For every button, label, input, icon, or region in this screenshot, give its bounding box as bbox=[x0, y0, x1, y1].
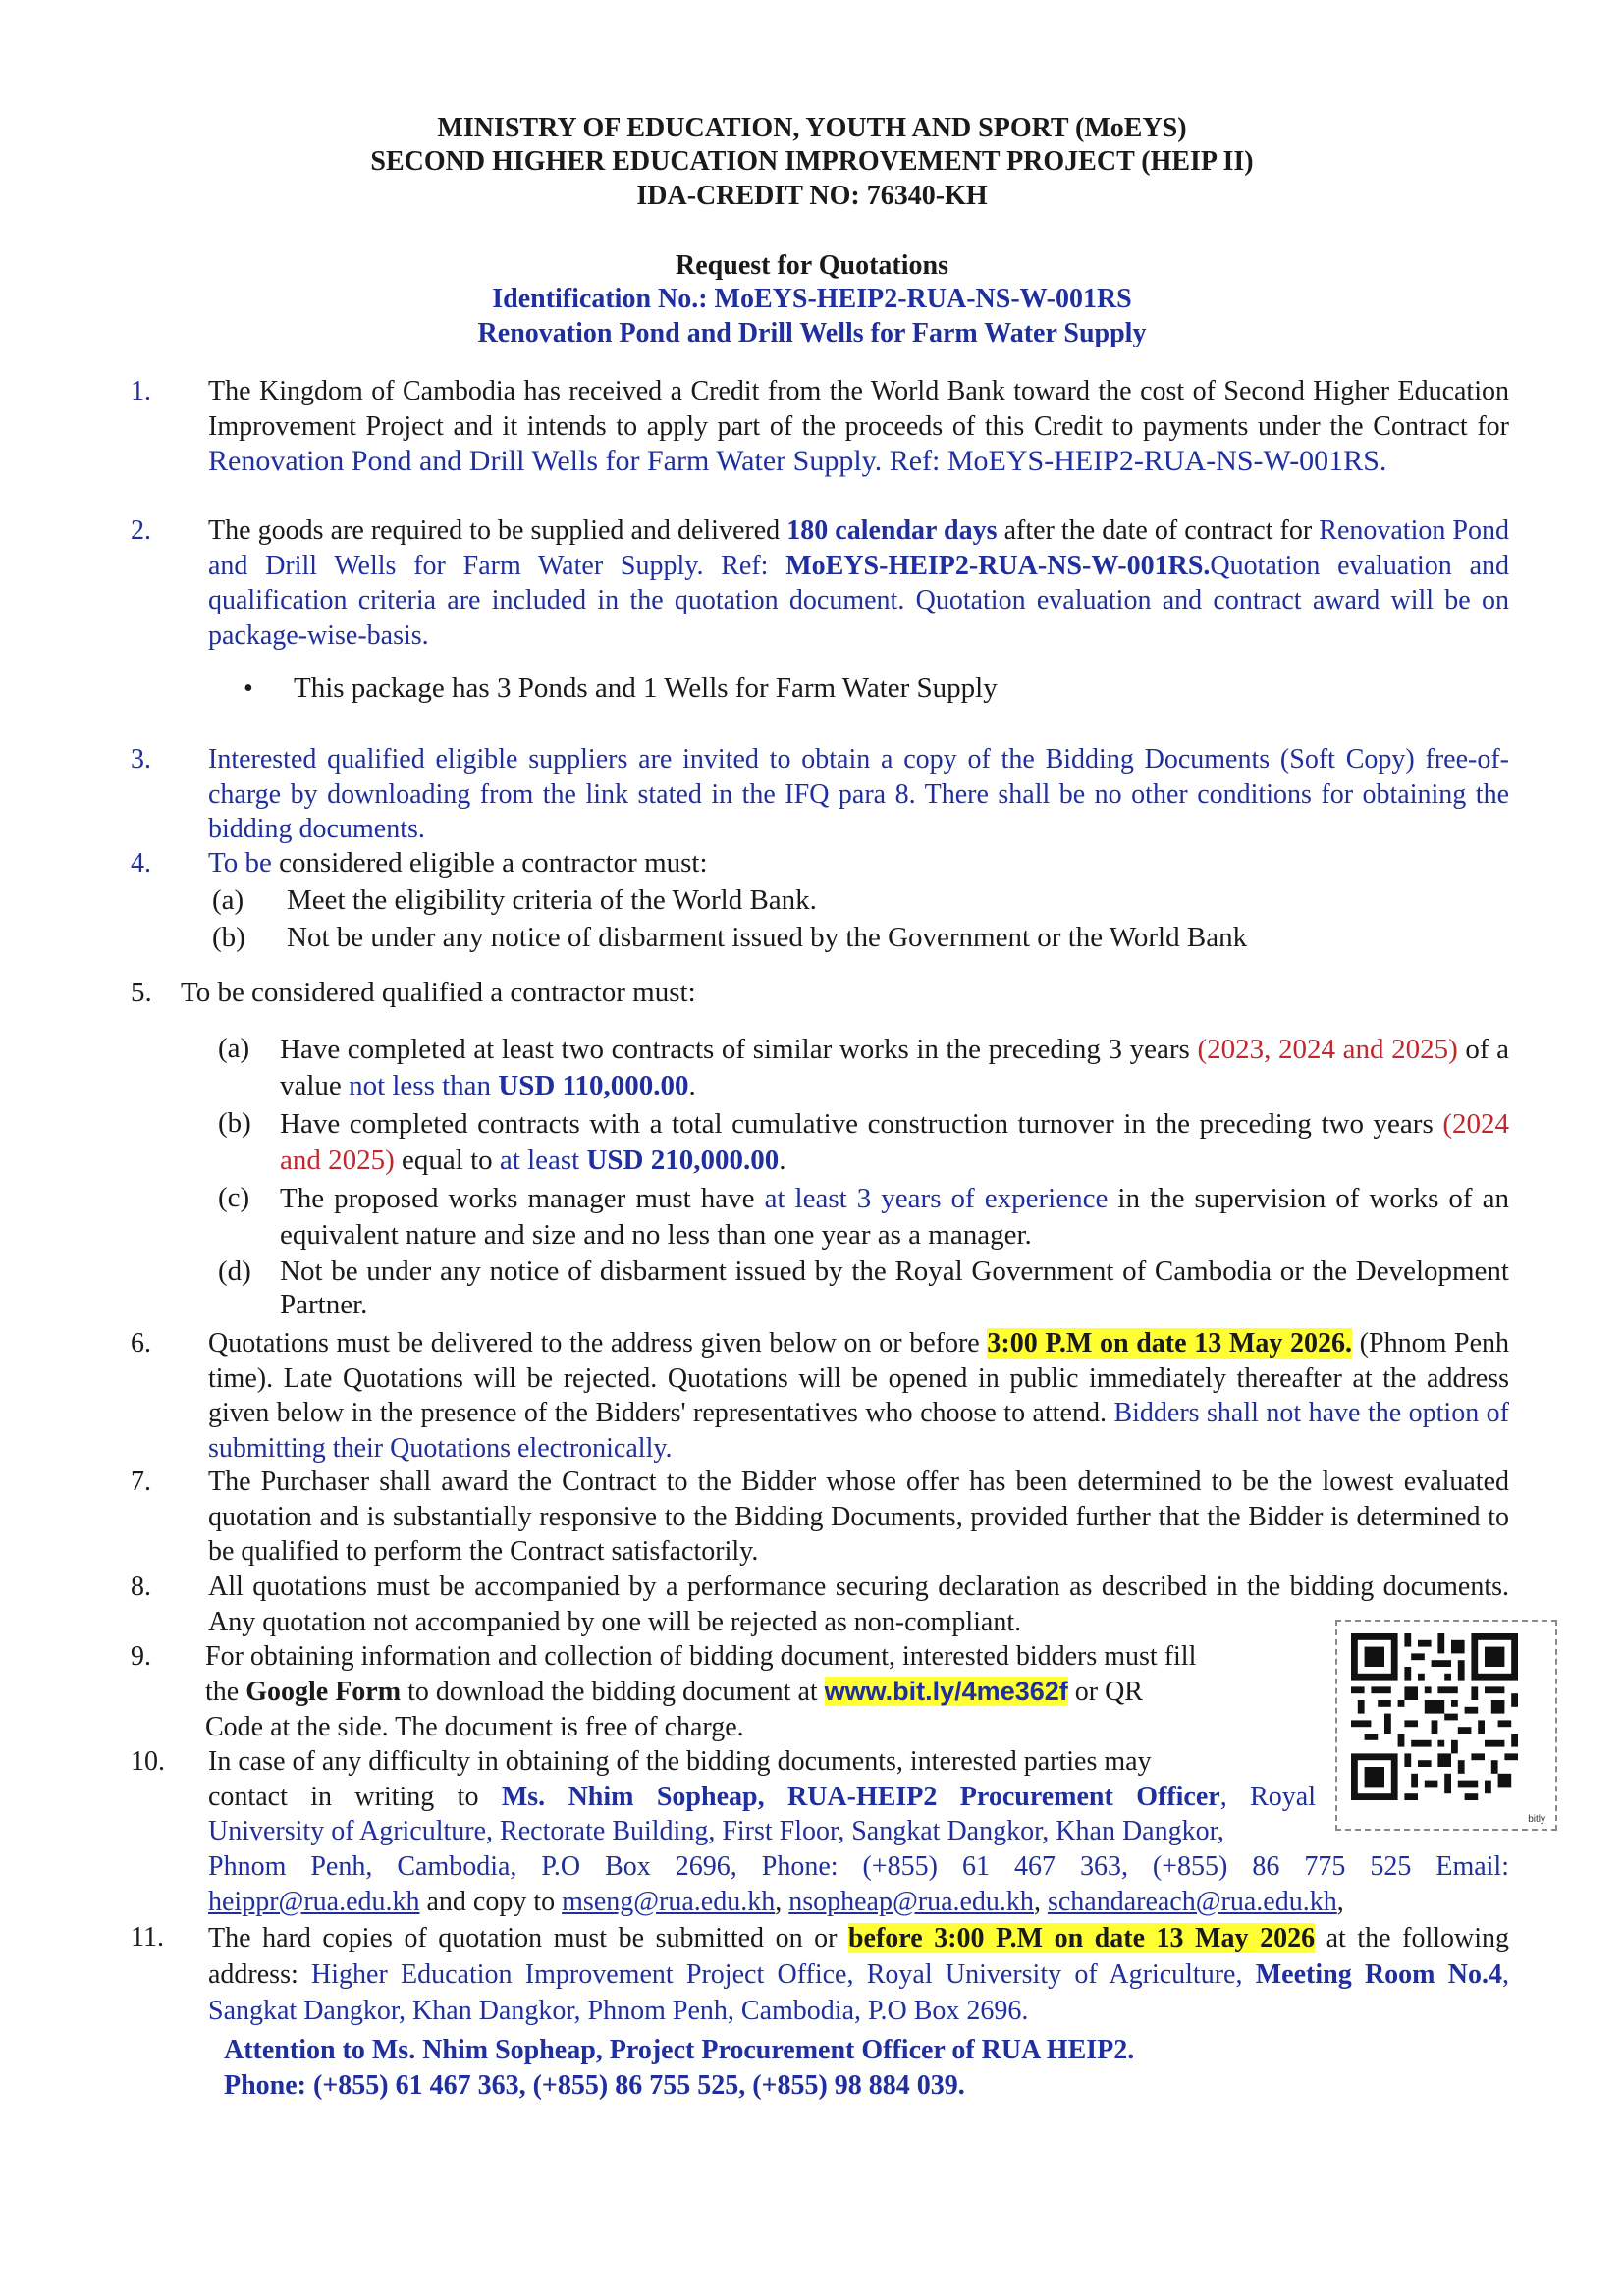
email-nsopheap[interactable]: nsopheap@rua.edu.kh bbox=[788, 1887, 1034, 1917]
rfq-heading: Request for Quotations bbox=[676, 250, 948, 281]
qualification-c: The proposed works manager must have at least 3 years of experience in the supervision of works of an equivalent nature and size and no less than one year as a manager. bbox=[280, 1183, 1509, 1251]
item-number: 8. bbox=[131, 1572, 151, 1602]
paragraph-5: To be considered qualified a contractor must: bbox=[181, 977, 696, 1008]
paragraph-9-line-2: the Google Form to download the bidding document at www.bit.ly/4me362f or QR bbox=[205, 1677, 1143, 1707]
paragraph-6: Quotations must be delivered to the address given below on or before 3:00 P.M on date 13 May 2026. (Phnom Penh time). Late Quotations will be rejected. Quotations will be opened in public immediately thereafter at the address given below in the presence of the Bidders' representatives who choose to attend. Bidders shall not have the option of submitting their Quotations electronically. bbox=[208, 1328, 1510, 1464]
paragraph-1: The Kingdom of Cambodia has received a Credit from the World Bank toward the cost of Second Higher Education Improvement Project and it intends to apply part of the proceeds of this Credit to payments under the Contract for Renovation Pond and Drill Wells for Farm Water Supply. Ref: MoEYS-HEIP2-RUA-NS-W-001RS. bbox=[208, 376, 1509, 477]
sub-label: (a) bbox=[218, 1033, 250, 1064]
paragraph-10-line-5: heippr@rua.edu.kh and copy to mseng@rua.edu.kh, nsopheap@rua.edu.kh, schandareach@rua.edu.kh, bbox=[208, 1887, 1344, 1917]
qr-code-icon bbox=[1351, 1633, 1518, 1800]
paragraph-10-line-1: In case of any difficulty in obtaining of the bidding documents, interested parties may bbox=[208, 1746, 1152, 1777]
item-number: 2. bbox=[131, 515, 151, 546]
item-number: 7. bbox=[131, 1467, 151, 1497]
paragraph-9-line-1: For obtaining information and collection of bidding document, interested bidders must fill bbox=[205, 1641, 1197, 1672]
paragraph-10-line-2: contact in writing to Ms. Nhim Sopheap, RUA-HEIP2 Procurement Officer, Royal bbox=[208, 1782, 1316, 1812]
item-number: 3. bbox=[131, 744, 151, 774]
package-title: Renovation Pond and Drill Wells for Farm Water Supply bbox=[477, 318, 1147, 348]
item-number: 10. bbox=[131, 1746, 165, 1777]
paragraph-2: The goods are required to be supplied and delivered 180 calendar days after the date of contract for Renovation Pond and Drill Wells for Farm Water Supply. Ref: MoEYS-HEIP2-RUA-NS-W-001RS.Quotation evaluation and qualification criteria are included in the quotation document. Quotation evaluation and contract award will be on package-wise-basis. bbox=[208, 515, 1509, 651]
email-schandareach[interactable]: schandareach@rua.edu.kh bbox=[1047, 1887, 1337, 1917]
sub-label: (a) bbox=[212, 884, 244, 916]
paragraph-7: The Purchaser shall award the Contract to the Bidder whose offer has been determined to be the lowest evaluated quotation and is substantially responsive to the Bidding Documents, provided further that the Bidder is determined to be qualified to perform the Contract satisfactorily. bbox=[208, 1467, 1509, 1567]
project-title: SECOND HIGHER EDUCATION IMPROVEMENT PROJECT (HEIP II) bbox=[370, 146, 1254, 177]
identification-number: Identification No.: MoEYS-HEIP2-RUA-NS-W-001RS bbox=[492, 284, 1132, 314]
paragraph-4: To be considered eligible a contractor must: bbox=[208, 847, 708, 879]
sub-label: (b) bbox=[218, 1107, 251, 1139]
sub-label: (b) bbox=[212, 922, 245, 953]
paragraph-10-line-3: University of Agriculture, Rectorate Building, First Floor, Sangkat Dangkor, Khan Dangkor, bbox=[208, 1816, 1224, 1846]
qualification-d: Not be under any notice of disbarment issued by the Royal Government of Cambodia or the Development Partner. bbox=[280, 1255, 1509, 1320]
paragraph-11: The hard copies of quotation must be submitted on or before 3:00 P.M on date 13 May 2026 at the following address: Higher Education Improvement Project Office, Royal University of Agriculture, Meeting Room No.4, Sangkat Dangkor, Khan Dangkor, Phnom Penh, Cambodia, P.O Box 2696. bbox=[208, 1923, 1510, 2026]
item-number: 4. bbox=[131, 848, 151, 879]
item-number: 6. bbox=[131, 1328, 151, 1359]
paragraph-3: Interested qualified eligible suppliers are invited to obtain a copy of the Bidding Documents (Soft Copy) free-of-charge by downloading from the link stated in the IFQ para 8. There shall be no other conditions for obtaining the bidding documents. bbox=[208, 744, 1509, 844]
bitly-label: bitly bbox=[1528, 1814, 1545, 1825]
qualification-a: Have completed at least two contracts of similar works in the preceding 3 years (2023, 2024 and 2025) of a value not less than USD 110,000.00. bbox=[280, 1034, 1510, 1101]
sub-label: (c) bbox=[218, 1182, 250, 1213]
email-heippr[interactable]: heippr@rua.edu.kh bbox=[208, 1887, 420, 1917]
qr-code[interactable] bbox=[1335, 1620, 1557, 1831]
attention-phone: Phone: (+855) 61 467 363, (+855) 86 755 525, (+855) 98 884 039. bbox=[224, 2070, 965, 2101]
email-mseng[interactable]: mseng@rua.edu.kh bbox=[562, 1887, 776, 1917]
item-number: 5. bbox=[131, 977, 152, 1008]
attention-line: Attention to Ms. Nhim Sopheap, Project Procurement Officer of RUA HEIP2. bbox=[224, 2035, 1135, 2065]
credit-number: IDA-CREDIT NO: 76340-KH bbox=[636, 181, 988, 211]
bullet-dot: • bbox=[244, 673, 253, 704]
ministry-title: MINISTRY OF EDUCATION, YOUTH AND SPORT (MoEYS) bbox=[437, 113, 1187, 143]
eligibility-b: Not be under any notice of disbarment issued by the Government or the World Bank bbox=[287, 922, 1248, 953]
item-number: 1. bbox=[131, 376, 151, 406]
sub-label: (d) bbox=[218, 1255, 251, 1287]
eligibility-a: Meet the eligibility criteria of the World Bank. bbox=[287, 884, 817, 916]
paragraph-10-line-4: Phnom Penh, Cambodia, P.O Box 2696, Phone: (+855) 61 467 363, (+855) 86 775 525 Email: bbox=[208, 1851, 1509, 1882]
package-bullet: This package has 3 Ponds and 1 Wells for Farm Water Supply bbox=[294, 672, 998, 704]
paragraph-8: All quotations must be accompanied by a performance securing declaration as described in the bidding documents. Any quotation not accompanied by one will be rejected as non-compliant. bbox=[208, 1572, 1509, 1637]
paragraph-9-line-3: Code at the side. The document is free of charge. bbox=[205, 1712, 744, 1742]
item-number: 9. bbox=[131, 1641, 151, 1672]
qualification-b: Have completed contracts with a total cumulative construction turnover in the preceding two years (2024 and 2025) equal to at least USD 210,000.00. bbox=[280, 1108, 1509, 1176]
bidding-document-link[interactable]: www.bit.ly/4me362f bbox=[824, 1677, 1068, 1706]
item-number: 11. bbox=[131, 1922, 164, 1952]
